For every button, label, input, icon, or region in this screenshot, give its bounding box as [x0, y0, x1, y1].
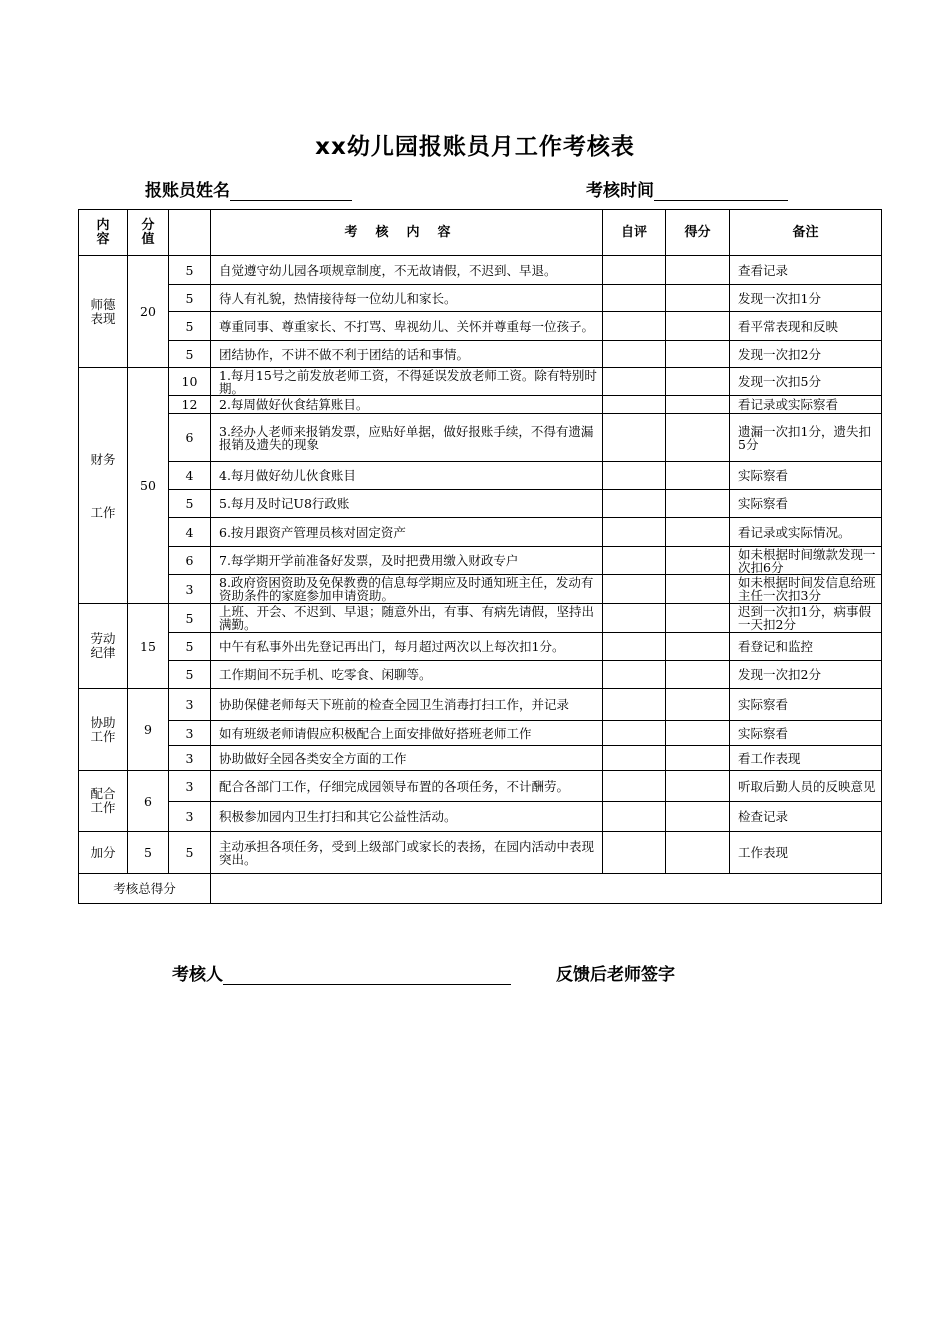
- score-got-cell[interactable]: [666, 518, 730, 547]
- item-content: 待人有礼貌，热情接待每一位幼儿和家长。: [211, 285, 603, 312]
- category-label-top: 财务: [90, 451, 116, 467]
- item-note: 发现一次扣5分: [730, 368, 882, 396]
- category-cell: 劳动纪律: [79, 604, 128, 689]
- table-row: [79, 462, 882, 490]
- item-points: 5: [169, 832, 211, 874]
- table-row: [79, 771, 882, 802]
- table-row: [79, 575, 882, 604]
- score-got-cell[interactable]: [666, 771, 730, 802]
- item-note: 查看记录: [730, 256, 882, 285]
- self-eval-cell[interactable]: [603, 368, 666, 396]
- score-got-cell[interactable]: [666, 746, 730, 771]
- item-content: 团结协作，不讲不做不利于团结的话和事情。: [211, 341, 603, 368]
- item-points: 6: [169, 547, 211, 575]
- item-points: 6: [169, 414, 211, 462]
- item-content: 1.每月15号之前发放老师工资，不得延误发放老师工资。除有特别时期。: [211, 368, 603, 396]
- table-row: [79, 518, 882, 547]
- item-note: 实际察看: [730, 490, 882, 518]
- item-points: 5: [169, 661, 211, 689]
- score-got-cell[interactable]: [666, 462, 730, 490]
- total-score-cell[interactable]: [211, 874, 882, 904]
- table-row: [79, 256, 882, 285]
- self-eval-cell[interactable]: [603, 256, 666, 285]
- score-got-cell[interactable]: [666, 802, 730, 832]
- self-eval-cell[interactable]: [603, 462, 666, 490]
- item-content: 配合各部门工作，仔细完成园领导布置的各项任务，不计酬劳。: [211, 771, 603, 802]
- item-note: 看工作表现: [730, 746, 882, 771]
- header-note: 备注: [730, 210, 882, 256]
- table-row: [79, 802, 882, 832]
- category-score: 5: [128, 832, 169, 874]
- item-note: 遗漏一次扣1分，遗失扣5分: [730, 414, 882, 462]
- header-content: 考核内容: [211, 210, 603, 256]
- category-cell: 配合工作: [79, 771, 128, 832]
- item-points: 12: [169, 396, 211, 414]
- item-content: 协助保健老师每天下班前的检查全园卫生消毒打扫工作，并记录: [211, 689, 603, 721]
- item-content: 协助做好全园各类安全方面的工作: [211, 746, 603, 771]
- score-got-cell[interactable]: [666, 256, 730, 285]
- table-row: [79, 689, 882, 721]
- table-row: [79, 832, 882, 874]
- item-points: 5: [169, 633, 211, 661]
- item-content: 6.按月跟资产管理员核对固定资产: [211, 518, 603, 547]
- review-time-line[interactable]: [654, 182, 788, 201]
- total-score-label: 考核总得分: [79, 874, 211, 904]
- table-row: [79, 604, 882, 633]
- category-score: 15: [128, 604, 169, 689]
- item-content: 尊重同事、尊重家长、不打骂、卑视幼儿、关怀并尊重每一位孩子。: [211, 312, 603, 341]
- assessment-table: [78, 209, 882, 904]
- table-row: [79, 661, 882, 689]
- reviewer-label: 考核人: [172, 965, 223, 985]
- self-eval-cell[interactable]: [603, 689, 666, 721]
- item-content: 中午有私事外出先登记再出门，每月超过两次以上每次扣1分。: [211, 633, 603, 661]
- self-eval-cell[interactable]: [603, 802, 666, 832]
- self-eval-cell[interactable]: [603, 490, 666, 518]
- score-got-cell[interactable]: [666, 832, 730, 874]
- item-content: 上班、开会、不迟到、早退；随意外出，有事、有病先请假，坚持出满勤。: [211, 604, 603, 633]
- item-points: 4: [169, 518, 211, 547]
- item-points: 10: [169, 368, 211, 396]
- category-score: 20: [128, 256, 169, 368]
- accountant-name-label: 报账员姓名: [145, 181, 230, 201]
- header-score-got: 得分: [666, 210, 730, 256]
- header-self-eval: 自评: [603, 210, 666, 256]
- category-score: 9: [128, 689, 169, 771]
- score-got-cell[interactable]: [666, 312, 730, 341]
- item-points: 3: [169, 771, 211, 802]
- self-eval-cell[interactable]: [603, 633, 666, 661]
- table-row: [79, 368, 882, 396]
- item-points: 5: [169, 341, 211, 368]
- item-note: 实际察看: [730, 721, 882, 746]
- item-points: 5: [169, 256, 211, 285]
- score-got-cell[interactable]: [666, 633, 730, 661]
- item-points: 3: [169, 721, 211, 746]
- header-row: [79, 210, 882, 256]
- score-got-cell[interactable]: [666, 396, 730, 414]
- item-note: 工作表现: [730, 832, 882, 874]
- item-note: 发现一次扣2分: [730, 341, 882, 368]
- category-cell: 协助工作: [79, 689, 128, 771]
- self-eval-cell[interactable]: [603, 285, 666, 312]
- self-eval-cell[interactable]: [603, 414, 666, 462]
- self-eval-cell[interactable]: [603, 575, 666, 604]
- item-points: 5: [169, 490, 211, 518]
- item-note: 如未根据时间发信息给班主任一次扣3分: [730, 575, 882, 604]
- score-got-cell[interactable]: [666, 341, 730, 368]
- item-points: 5: [169, 285, 211, 312]
- header-score: 分值: [128, 210, 169, 256]
- self-eval-cell[interactable]: [603, 396, 666, 414]
- item-points: 3: [169, 689, 211, 721]
- table-row: [79, 396, 882, 414]
- reviewer-field[interactable]: [172, 960, 511, 985]
- item-content: 如有班级老师请假应积极配合上面安排做好搭班老师工作: [211, 721, 603, 746]
- item-note: 看记录或实际情况。: [730, 518, 882, 547]
- item-points: 4: [169, 462, 211, 490]
- score-got-cell[interactable]: [666, 414, 730, 462]
- accountant-name-line[interactable]: [230, 182, 352, 201]
- total-row: [79, 874, 882, 904]
- header-category: 内容: [79, 210, 128, 256]
- item-points: 3: [169, 802, 211, 832]
- item-points: 5: [169, 604, 211, 633]
- item-content: 3.经办人老师来报销发票，应贴好单据，做好报账手续，不得有遗漏报销及遗失的现象: [211, 414, 603, 462]
- item-content: 5.每月及时记U8行政账: [211, 490, 603, 518]
- feedback-signature-field[interactable]: [556, 960, 675, 985]
- category-cell: 加分: [79, 832, 128, 874]
- self-eval-cell[interactable]: [603, 604, 666, 633]
- category-score: 6: [128, 771, 169, 832]
- table-row: [79, 285, 882, 312]
- item-points: 3: [169, 575, 211, 604]
- item-content: 7.每学期开学前准备好发票，及时把费用缴入财政专户: [211, 547, 603, 575]
- feedback-signature-label: 反馈后老师签字: [556, 965, 675, 985]
- self-eval-cell[interactable]: [603, 547, 666, 575]
- table-row: [79, 547, 882, 575]
- item-note: 看登记和监控: [730, 633, 882, 661]
- item-note: 实际察看: [730, 689, 882, 721]
- table-row: [79, 746, 882, 771]
- self-eval-cell[interactable]: [603, 661, 666, 689]
- score-got-cell[interactable]: [666, 547, 730, 575]
- score-got-cell[interactable]: [666, 285, 730, 312]
- category-cell: 师德表现: [79, 256, 128, 368]
- review-time-field[interactable]: [586, 176, 788, 201]
- category-label-bottom: 工作: [90, 504, 116, 520]
- score-got-cell[interactable]: [666, 721, 730, 746]
- item-note: 看记录或实际察看: [730, 396, 882, 414]
- item-content: 4.每月做好幼儿伙食账目: [211, 462, 603, 490]
- table-row: [79, 633, 882, 661]
- item-note: 如未根据时间缴款发现一次扣6分: [730, 547, 882, 575]
- item-note: 发现一次扣1分: [730, 285, 882, 312]
- score-got-cell[interactable]: [666, 368, 730, 396]
- self-eval-cell[interactable]: [603, 746, 666, 771]
- table-row: [79, 490, 882, 518]
- table-row: [79, 312, 882, 341]
- item-content: 自觉遵守幼儿园各项规章制度，不无故请假，不迟到、早退。: [211, 256, 603, 285]
- score-got-cell[interactable]: [666, 689, 730, 721]
- item-note: 迟到一次扣1分，病事假一天扣2分: [730, 604, 882, 633]
- item-note: 发现一次扣2分: [730, 661, 882, 689]
- item-note: 看平常表现和反映: [730, 312, 882, 341]
- reviewer-line[interactable]: [223, 966, 511, 985]
- self-eval-cell[interactable]: [603, 771, 666, 802]
- item-note: 实际察看: [730, 462, 882, 490]
- item-content: 主动承担各项任务，受到上级部门或家长的表扬，在园内活动中表现突出。: [211, 832, 603, 874]
- category-cell: [79, 368, 128, 604]
- self-eval-cell[interactable]: [603, 832, 666, 874]
- accountant-name-field[interactable]: [145, 176, 352, 201]
- self-eval-cell[interactable]: [603, 721, 666, 746]
- header-points: [169, 210, 211, 256]
- category-score: 50: [128, 368, 169, 604]
- self-eval-cell[interactable]: [603, 341, 666, 368]
- item-content: 2.每周做好伙食结算账目。: [211, 396, 603, 414]
- item-content: 积极参加园内卫生打扫和其它公益性活动。: [211, 802, 603, 832]
- item-content: 工作期间不玩手机、吃零食、闲聊等。: [211, 661, 603, 689]
- table-row: [79, 341, 882, 368]
- self-eval-cell[interactable]: [603, 518, 666, 547]
- item-note: 听取后勤人员的反映意见: [730, 771, 882, 802]
- score-got-cell[interactable]: [666, 575, 730, 604]
- table-row: [79, 414, 882, 462]
- item-points: 3: [169, 746, 211, 771]
- item-note: 检查记录: [730, 802, 882, 832]
- score-got-cell[interactable]: [666, 490, 730, 518]
- self-eval-cell[interactable]: [603, 312, 666, 341]
- table-row: [79, 721, 882, 746]
- page-title: xx幼儿园报账员月工作考核表: [315, 134, 635, 160]
- review-time-label: 考核时间: [586, 181, 654, 201]
- score-got-cell[interactable]: [666, 604, 730, 633]
- score-got-cell[interactable]: [666, 661, 730, 689]
- item-points: 5: [169, 312, 211, 341]
- item-content: 8.政府资困资助及免保教费的信息每学期应及时通知班主任，发动有资助条件的家庭参加申请资助。: [211, 575, 603, 604]
